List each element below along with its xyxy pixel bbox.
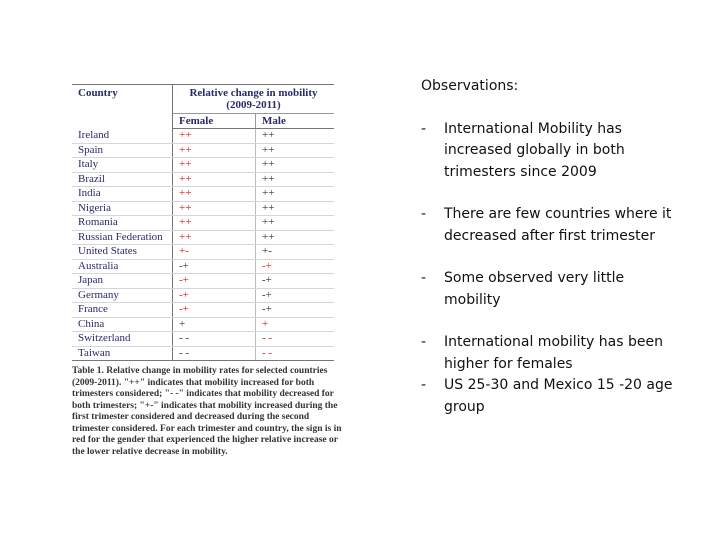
observation-text: There are few countries where it decreased after first trimester [444, 206, 672, 244]
table-row [72, 172, 334, 187]
bullet-dash: - [421, 377, 427, 393]
table-row [72, 187, 334, 202]
table-row [72, 216, 334, 231]
country-cell: Switzerland [72, 332, 173, 347]
list-item [421, 204, 681, 247]
female-sign-cell: ++ [173, 143, 256, 158]
male-sign-cell: + [256, 317, 335, 332]
col-male-header: Male [256, 114, 335, 129]
male-sign-cell: ++ [256, 143, 335, 158]
observations-title: Observations: [421, 78, 519, 94]
col-change-header [173, 85, 335, 114]
country-cell: France [72, 303, 173, 318]
col-female-header: Female [173, 114, 256, 129]
table-row [72, 303, 334, 318]
male-sign-cell: -+ [256, 274, 335, 289]
table-row [72, 288, 334, 303]
list-item [421, 332, 681, 375]
table-row [72, 332, 334, 347]
male-sign-cell: ++ [256, 158, 335, 173]
bullet-dash: - [421, 120, 427, 137]
female-sign-cell: - - [173, 332, 256, 347]
female-sign-cell: ++ [173, 216, 256, 231]
mobility-table-figure [72, 84, 344, 458]
country-cell: Ireland [72, 129, 173, 144]
male-sign-cell: ++ [256, 201, 335, 216]
country-cell: Spain [72, 143, 173, 158]
list-item [421, 268, 681, 311]
male-sign-cell: -+ [256, 259, 335, 274]
female-sign-cell: -+ [173, 259, 256, 274]
table-caption: Table 1. Relative change in mobility rates for selected countries (2009-2011). "++" indicates that mobility increased for both trimesters considered; "- -" indicates that mobility decreased for both trimesters; "+-" indicates that mobility increased during the first trimester considered and decreased during the second trimester considered. For each trimester and country, the sign is in red for the gender that experienced the higher relative increase or the lower relative decrease in mobility. [72, 366, 342, 457]
table-row [72, 201, 334, 216]
country-cell: Romania [72, 216, 173, 231]
table-row [72, 259, 334, 274]
table-body [72, 129, 334, 361]
male-sign-cell: +- [256, 245, 335, 260]
list-item [421, 375, 681, 418]
table-row [72, 317, 334, 332]
male-sign-cell: ++ [256, 129, 335, 144]
mobility-table [72, 84, 334, 361]
observations-panel [421, 76, 681, 418]
female-sign-cell: -+ [173, 303, 256, 318]
list-item [421, 119, 681, 184]
female-sign-cell: ++ [173, 230, 256, 245]
observation-text: International mobility has been higher for females [444, 334, 663, 372]
table-row [72, 143, 334, 158]
country-cell: Italy [72, 158, 173, 173]
male-sign-cell: ++ [256, 172, 335, 187]
table-row [72, 346, 334, 361]
table-row [72, 129, 334, 144]
country-cell: Germany [72, 288, 173, 303]
table-row [72, 245, 334, 260]
female-sign-cell: + [173, 317, 256, 332]
male-sign-cell: -+ [256, 288, 335, 303]
observation-text: US 25-30 and Mexico 15 -20 age group [444, 377, 673, 415]
female-sign-cell: -+ [173, 288, 256, 303]
male-sign-cell: - - [256, 346, 335, 361]
female-sign-cell: ++ [173, 187, 256, 202]
female-sign-cell: - - [173, 346, 256, 361]
table-row [72, 158, 334, 173]
bullet-dash: - [421, 334, 427, 350]
male-sign-cell: ++ [256, 230, 335, 245]
male-sign-cell: ++ [256, 216, 335, 231]
country-cell: Taiwan [72, 346, 173, 361]
observations-list [421, 119, 681, 419]
country-cell: Nigeria [72, 201, 173, 216]
country-cell: Japan [72, 274, 173, 289]
table-row [72, 230, 334, 245]
country-cell: China [72, 317, 173, 332]
table-row [72, 274, 334, 289]
female-sign-cell: ++ [173, 201, 256, 216]
country-cell: United States [72, 245, 173, 260]
male-sign-cell: -+ [256, 303, 335, 318]
country-cell: Brazil [72, 172, 173, 187]
female-sign-cell: ++ [173, 158, 256, 173]
country-cell: Australia [72, 259, 173, 274]
female-sign-cell: -+ [173, 274, 256, 289]
female-sign-cell: +- [173, 245, 256, 260]
female-sign-cell: ++ [173, 129, 256, 144]
col-country-header: Country [72, 85, 173, 129]
bullet-dash: - [421, 270, 427, 286]
observation-text: International Mobility has increased globally in both trimesters since 2009 [444, 120, 625, 180]
male-sign-cell: - - [256, 332, 335, 347]
col-years-label: (2009-2011) [226, 99, 281, 111]
female-sign-cell: ++ [173, 172, 256, 187]
bullet-dash: - [421, 206, 427, 222]
observation-text: Some observed very little mobility [444, 270, 625, 308]
male-sign-cell: ++ [256, 187, 335, 202]
country-cell: Russian Federation [72, 230, 173, 245]
country-cell: India [72, 187, 173, 202]
col-change-label: Relative change in mobility [189, 87, 318, 99]
